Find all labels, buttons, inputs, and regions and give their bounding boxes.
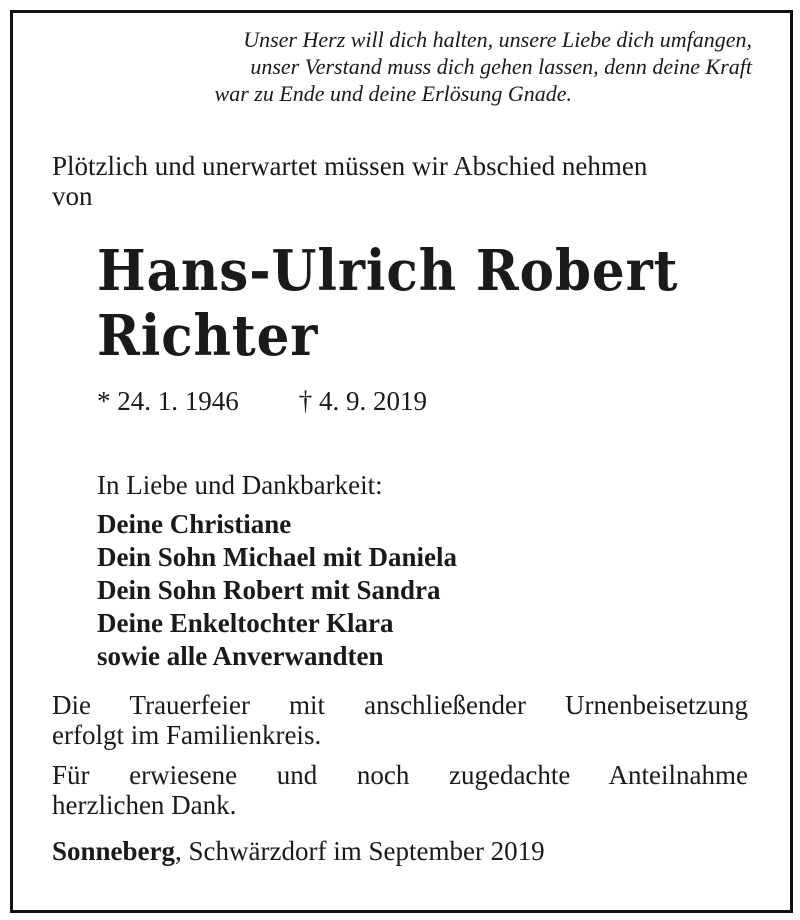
thanks-line: herzlichen Dank. (52, 790, 237, 820)
funeral-line: erfolgt im Familienkreis. (52, 720, 322, 750)
intro-line: von (52, 181, 93, 211)
poem-line: unser Verstand muss dich gehen lassen, denn deine Kraft (250, 54, 752, 79)
funeral-line: Die Trauerfeier mit anschließender Urnenbeisetzung (52, 690, 748, 720)
death-date: † 4. 9. 2019 (298, 386, 427, 416)
place-name: Sonneberg (52, 836, 176, 866)
mourners-heading: In Liebe und Dankbarkeit: (97, 470, 383, 500)
mourner-name: Dein Sohn Robert mit Sandra (97, 575, 441, 605)
poem-line: Unser Herz will dich halten, unsere Liebe dich umfangen, (243, 27, 752, 52)
mourner-name: sowie alle Anverwandten (97, 641, 384, 671)
poem-line: war zu Ende und deine Erlösung Gnade. (214, 81, 572, 106)
thanks-line: Für erwiesene und noch zugedachte Anteilnahme (52, 760, 748, 790)
deceased-name-line2: Richter (97, 303, 319, 369)
place-and-date (52, 836, 545, 867)
mourner-name: Dein Sohn Michael mit Daniela (97, 542, 458, 572)
deceased-name-line1: Hans-Ulrich Robert (97, 238, 679, 304)
birth-date: * 24. 1. 1946 (97, 386, 239, 416)
intro-line: Plötzlich und unerwartet müssen wir Abschied nehmen (52, 151, 648, 181)
poem-verse (132, 26, 752, 107)
funeral-notice (52, 690, 748, 750)
intro-text (52, 151, 647, 211)
mourner-name: Deine Enkeltochter Klara (97, 608, 394, 638)
mourners-list (97, 508, 457, 673)
life-dates (97, 386, 427, 417)
thanks-notice (52, 760, 748, 820)
mourner-name: Deine Christiane (97, 509, 292, 539)
place-date: , Schwärzdorf im September 2019 (175, 836, 545, 866)
